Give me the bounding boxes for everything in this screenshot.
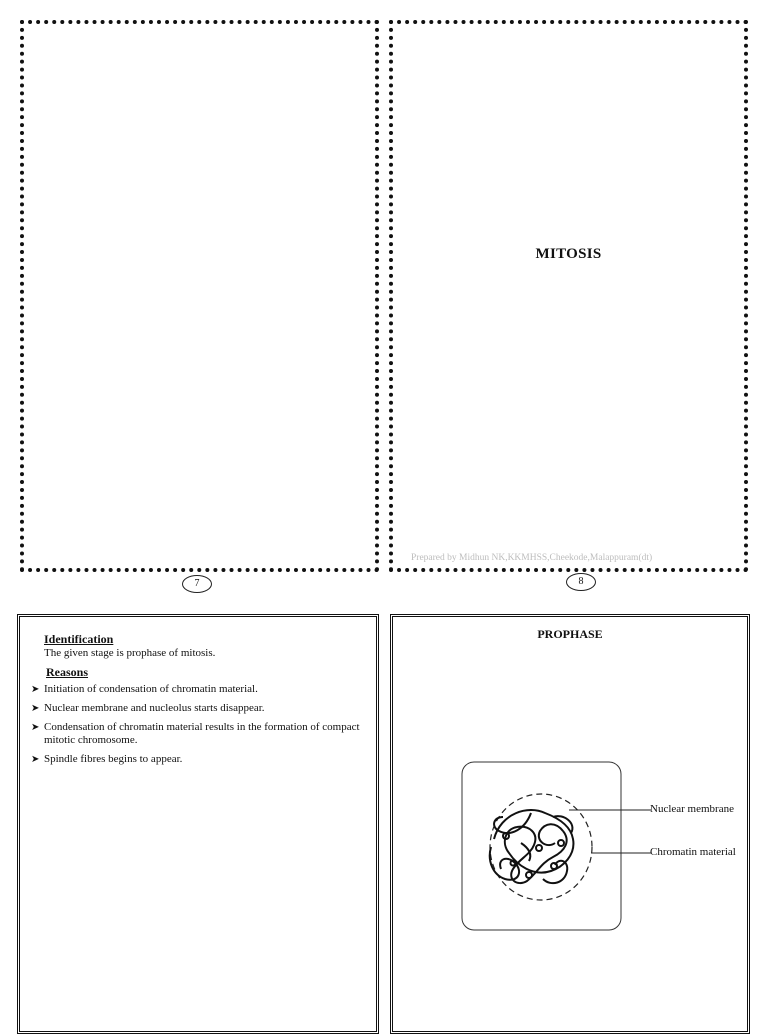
page-8-panel: [389, 20, 748, 572]
arrow-bullet-icon: ➤: [31, 722, 40, 733]
identification-panel: [17, 614, 379, 1034]
prophase-title: PROPHASE: [537, 627, 603, 641]
arrow-bullet-icon: ➤: [31, 684, 40, 695]
mitosis-title: MITOSIS: [535, 246, 602, 262]
page-7-panel: [20, 20, 379, 572]
arrow-bullet-icon: ➤: [31, 703, 40, 714]
page-number-8: 8: [566, 573, 596, 591]
prophase-cell-diagram: [393, 617, 747, 1031]
reason-text: Nuclear membrane and nucleolus starts disappear.: [44, 702, 265, 714]
reason-text: Spindle fibres begins to appear.: [44, 753, 183, 765]
reason-item: [31, 683, 368, 696]
chromatin-material: [490, 810, 574, 883]
reasons-list: [30, 683, 368, 766]
prophase-panel: [390, 614, 750, 1034]
reason-item: [31, 753, 368, 766]
reason-item: [31, 721, 368, 747]
chromatin-material-label: Chromatin material: [650, 846, 736, 858]
nuclear-membrane-label: Nuclear membrane: [650, 803, 734, 815]
identification-text: The given stage is prophase of mitosis.: [44, 647, 216, 659]
reason-text: Condensation of chromatin material results in the formation of compact mitotic chromosome.: [44, 721, 360, 746]
author-watermark: Prepared by Midhun NK,KKMHSS,Cheekode,Malappuram(dt): [411, 553, 653, 563]
reasons-heading: Reasons: [46, 665, 89, 679]
identification-block: [30, 633, 368, 772]
reason-text: Initiation of condensation of chromatin material.: [44, 683, 258, 695]
reason-item: [31, 702, 368, 715]
identification-heading: Identification: [44, 632, 114, 646]
arrow-bullet-icon: ➤: [31, 754, 40, 765]
page-number-7: 7: [182, 575, 212, 593]
